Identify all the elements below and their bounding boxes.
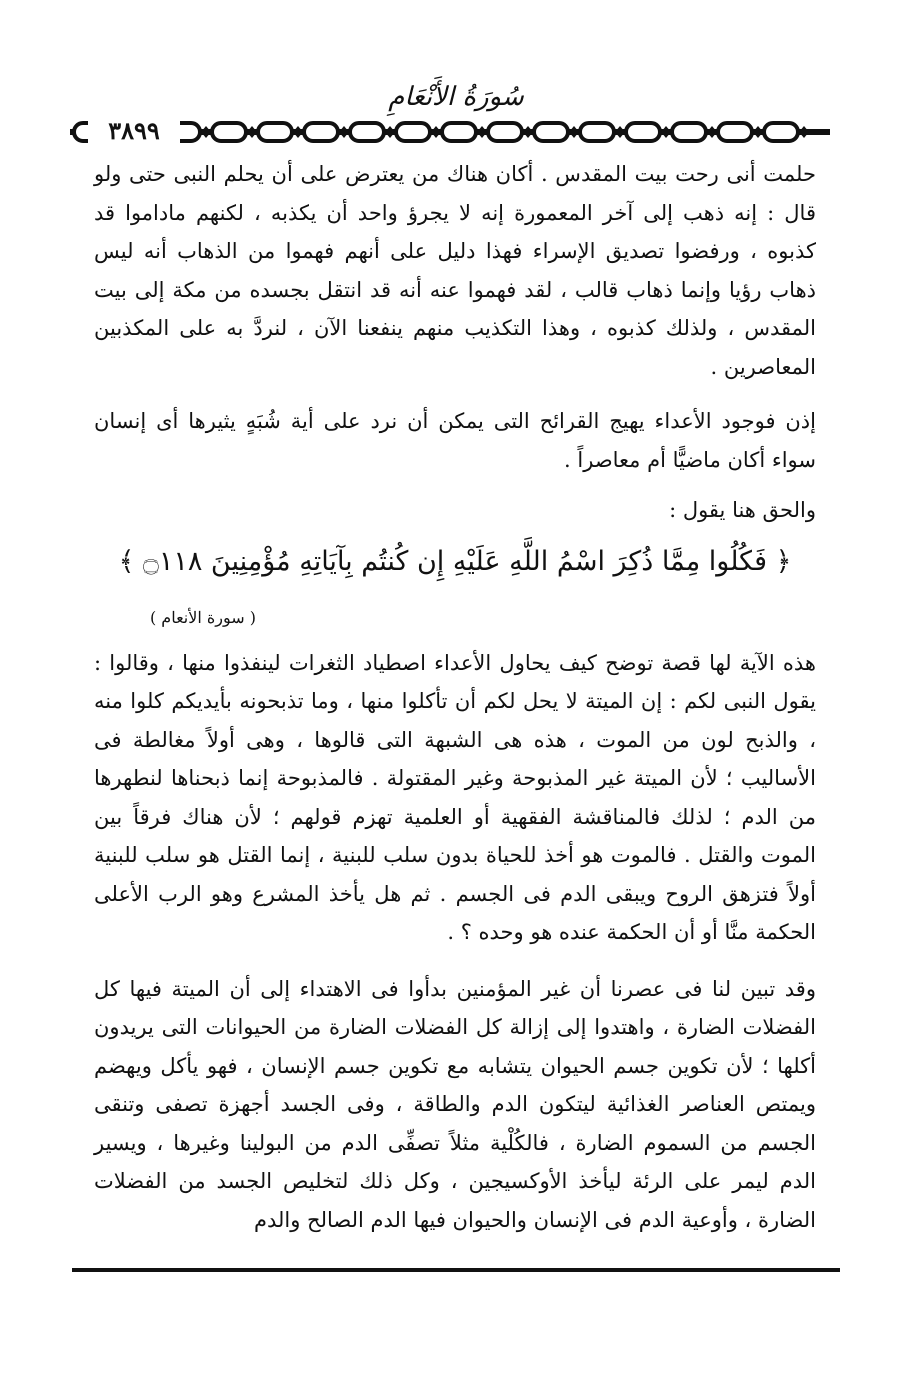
chain-link <box>350 123 384 141</box>
page-number: ٣٨٩٩ <box>88 116 180 146</box>
chain-link <box>672 123 706 141</box>
chain-diamond <box>385 126 395 138</box>
chain-link <box>534 123 568 141</box>
chain-link <box>580 123 614 141</box>
footer-rule <box>72 1268 840 1272</box>
chain-diamond <box>431 126 441 138</box>
paragraph-verse-story: هذه الآية لها قصة توضح كيف يحاول الأعداء اصطياد الثغرات لينفذوا منها ، وقالوا : يقول النبى لكم : إن الميتة لا يحل لكم أن تأكلوا منها ، وما تذبحونه بأيديكم كلوا منه ، والذبح لون من الموت ، هذه هى الشبهة التى قالوها ، وهى أولاً مغالطة فى الأساليب ؛ لأن الميتة غير المذبوحة وغير المقتولة . فالمذبوحة إنما ذبحناها لنطهرها من الدم ؛ لذلك فالمناقشة الفقهية أو العلمية تهزم قولهم ؛ لأن هناك فرقاً بين الموت والقتل . فالموت هو أخذ للحياة بدون سلب للبنية ، إنما القتل هو سلب للبنية أولاً فتزهق الروح ويبقى الدم فى الجسم . ثم هل يأخذ المشرع وهو الرب الأعلى الحكمة منَّا أو أن الحكمة عنده هو وحده ؟ . <box>94 650 816 944</box>
paragraph-modern: وقد تبين لنا فى عصرنا أن غير المؤمنين بدأوا فى الاهتداء إلى أن الميتة فيها كل الفضلات الضارة ، واهتدوا إلى إزالة كل الفضلات الضارة من الحيوانات التى يريدون أكلها ؛ لأن تكوين جسم الحيوان يتشابه مع تكوين جسم الإنسان ، فهو يأكل ويهضم ويمتص العناصر الغذائية ليتكون الدم والطاقة ، وفى الجسد أجهزة تصفى وتنقى الجسم من السموم الضارة ، فالكُلْية مثلاً تصفِّى الدم من البولينا وغيرها ، ويسير الدم ليمر على الرئة ليأخذ الأوكسيجين ، وكل ذلك لتخليص الجسد من الفضلات الضارة ، وأوعية الدم فى الإنسان والحيوان فيها الدم الصالح والدم <box>94 976 816 1232</box>
chain-diamond <box>523 126 533 138</box>
chain-diamond <box>247 126 257 138</box>
verse-reference: ( سورة الأنعام ) <box>149 607 256 627</box>
chain-link <box>304 123 338 141</box>
chain-link <box>764 123 798 141</box>
chain-link <box>626 123 660 141</box>
paragraph-intro: والحق هنا يقول : <box>669 498 816 522</box>
chain-diamond <box>661 126 671 138</box>
chain-diamond <box>615 126 625 138</box>
chain-link <box>488 123 522 141</box>
chain-diamond <box>201 126 211 138</box>
chain-diamond <box>753 126 763 138</box>
chain-diamond <box>293 126 303 138</box>
surah-title: سُورَةُ الأَنْعَامِ <box>388 82 524 112</box>
chain-diamond <box>707 126 717 138</box>
chain-link <box>258 123 292 141</box>
ornament-chain-border <box>70 118 830 146</box>
quran-verse: ﴿ فَكُلُوا مِمَّا ذُكِرَ اسْمُ اللَّهِ عَلَيْهِ إِن كُنتُم بِآيَاتِهِ مُؤْمِنِينَ ۝١١٨ ﴾ <box>118 545 792 577</box>
chain-link <box>212 123 246 141</box>
chain-diamond <box>569 126 579 138</box>
chain-link <box>442 123 476 141</box>
chain-link <box>718 123 752 141</box>
chain-diamond <box>477 126 487 138</box>
main-text <box>94 155 816 1239</box>
paragraph-isra: حلمت أنى رحت بيت المقدس . أكان هناك من يعترض على أن يحلم النبى حتى ولو قال : إنه ذهب إلى آخر المعمورة إنه لا يجرؤ واحد أن يكذبه ، لكنهم ماداموا قد كذبوه ، ورفضوا تصديق الإسراء فهذا دليل على أنهم فهموا من الذهاب أنه ليس ذهاب رؤيا وإنما ذهاب قالب ، لقد فهموا عنه أنه قد انتقل بجسده من مكة إلى بيت المقدس ، ولذلك كذبوه ، وهذا التكذيب منهم ينفعنا الآن ، لنردَّ به على المكذبين المعاصرين . <box>94 162 816 379</box>
paragraph-enemies: إذن فوجود الأعداء يهيج القرائح التى يمكن أن نرد على أية شُبَهٍ يثيرها أى إنسان سواء أكان ماضيًّا أم معاصراً . <box>94 409 816 472</box>
chain-link <box>396 123 430 141</box>
chain-diamond <box>799 126 809 138</box>
chain-diamond <box>339 126 349 138</box>
